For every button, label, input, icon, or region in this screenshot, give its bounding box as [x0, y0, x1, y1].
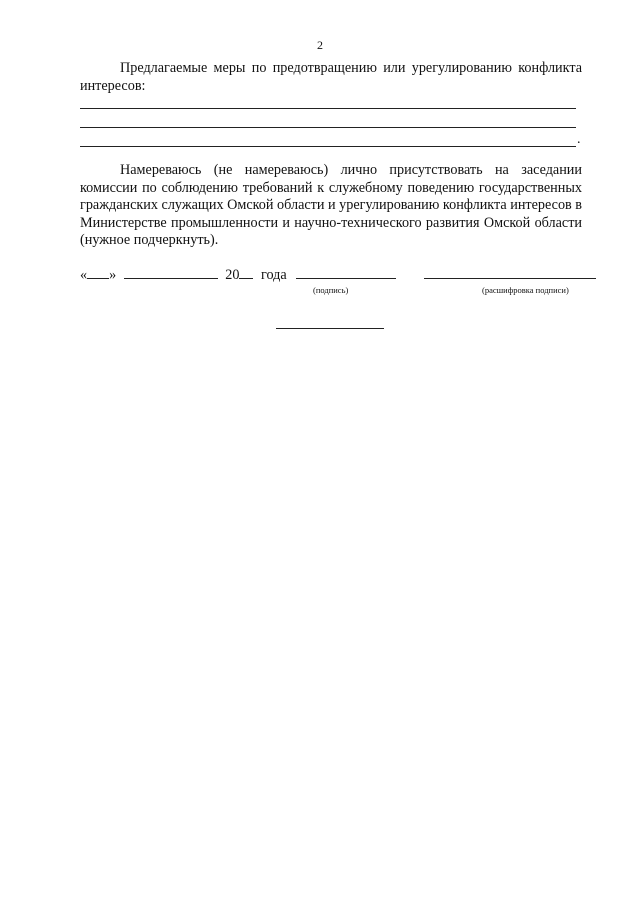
page-number: 2 — [317, 38, 323, 52]
signature-decoding-caption: (расшифровка подписи) — [482, 285, 569, 295]
blank-line-3 — [80, 146, 576, 147]
signature-caption: (подпись) — [313, 285, 349, 295]
day-field — [87, 266, 109, 279]
signature-field — [296, 266, 396, 279]
date-quote-open: « — [80, 267, 88, 283]
blank-line-2 — [80, 127, 576, 128]
closing-rule — [276, 328, 384, 329]
signature-row — [80, 266, 596, 284]
year-suffix: года — [261, 267, 287, 283]
year-prefix: 20 — [225, 267, 240, 283]
signature-decoding-field — [424, 266, 596, 279]
date-quote-close: » — [109, 267, 117, 283]
year-field — [239, 266, 253, 279]
intent-paragraph: Намереваюсь (не намереваюсь) лично присутствовать на заседании комиссии по соблюдению требований к служебному поведению государственных гражданских служащих Омской области и урегулированию конфликта интересов в Министерстве промышленности и научно-технического развития Омской области (нужное подчеркнуть). — [80, 162, 582, 248]
measures-paragraph: Предлагаемые меры по предотвращению или урегулированию конфликта интересов: — [80, 60, 582, 94]
blank-line-end-mark: . — [577, 132, 581, 147]
blank-line-1 — [80, 108, 576, 109]
month-field — [124, 266, 218, 279]
